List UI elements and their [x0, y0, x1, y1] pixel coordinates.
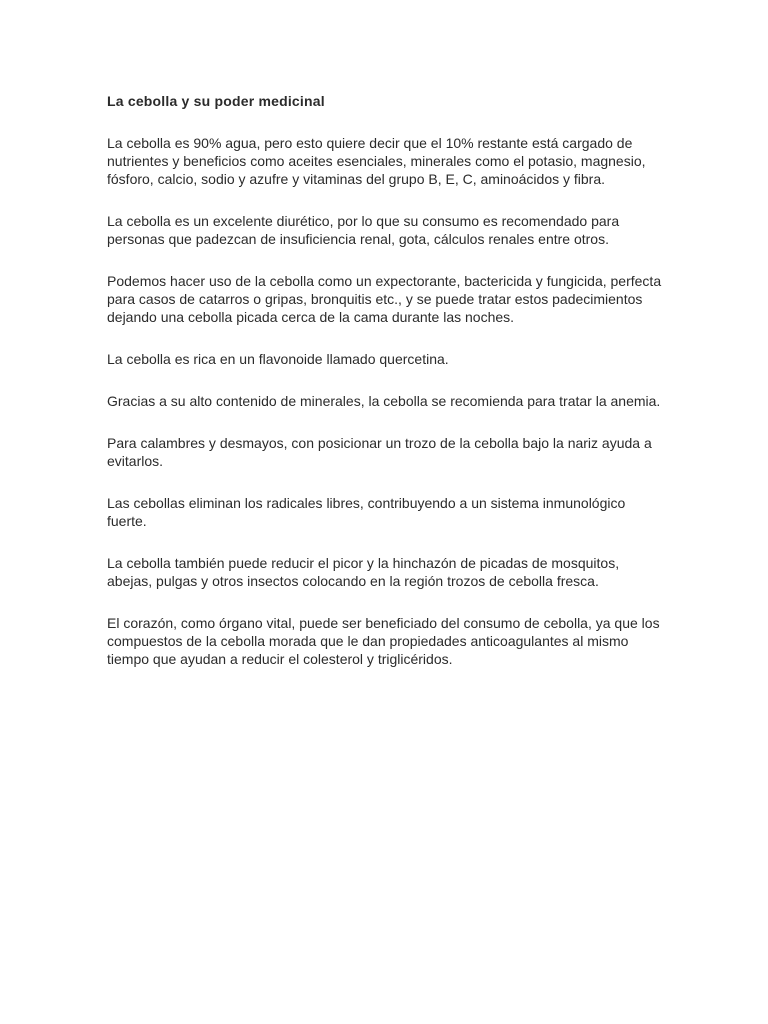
- paragraph-cramps: Para calambres y desmayos, con posicionar un trozo de la cebolla bajo la nariz ayuda a evitarlos.: [107, 435, 652, 469]
- paragraph-nutrients: La cebolla es 90% agua, pero esto quiere decir que el 10% restante está cargado de nutrientes y beneficios como aceites esenciales, minerales como el potasio, magnesio, fósforo, calcio, sodio y azufre y vitaminas del grupo B, E, C, aminoácidos y fibra.: [107, 135, 646, 187]
- paragraph-quercetin: La cebolla es rica en un flavonoide llamado quercetina.: [107, 351, 449, 367]
- document-body: [107, 92, 667, 692]
- document-title: La cebolla y su poder medicinal: [107, 93, 325, 109]
- paragraph-heart: El corazón, como órgano vital, puede ser beneficiado del consumo de cebolla, ya que los compuestos de la cebolla morada que le dan propiedades anticoagulantes al mismo tiempo que ayudan a reducir el colesterol y triglicéridos.: [107, 615, 660, 667]
- paragraph-anemia: Gracias a su alto contenido de minerales, la cebolla se recomienda para tratar la anemia.: [107, 393, 661, 409]
- paragraph-insect-bites: La cebolla también puede reducir el picor y la hinchazón de picadas de mosquitos, abejas, pulgas y otros insectos colocando en la región trozos de cebolla fresca.: [107, 555, 620, 589]
- paragraph-free-radicals: Las cebollas eliminan los radicales libres, contribuyendo a un sistema inmunológico fuerte.: [107, 495, 626, 529]
- paragraph-expectorant: Podemos hacer uso de la cebolla como un expectorante, bactericida y fungicida, perfecta para casos de catarros o gripas, bronquitis etc., y se puede tratar estos padecimientos dejando una cebolla picada cerca de la cama durante las noches.: [107, 273, 662, 325]
- paragraph-diuretic: La cebolla es un excelente diurético, por lo que su consumo es recomendado para personas que padezcan de insuficiencia renal, gota, cálculos renales entre otros.: [107, 213, 620, 247]
